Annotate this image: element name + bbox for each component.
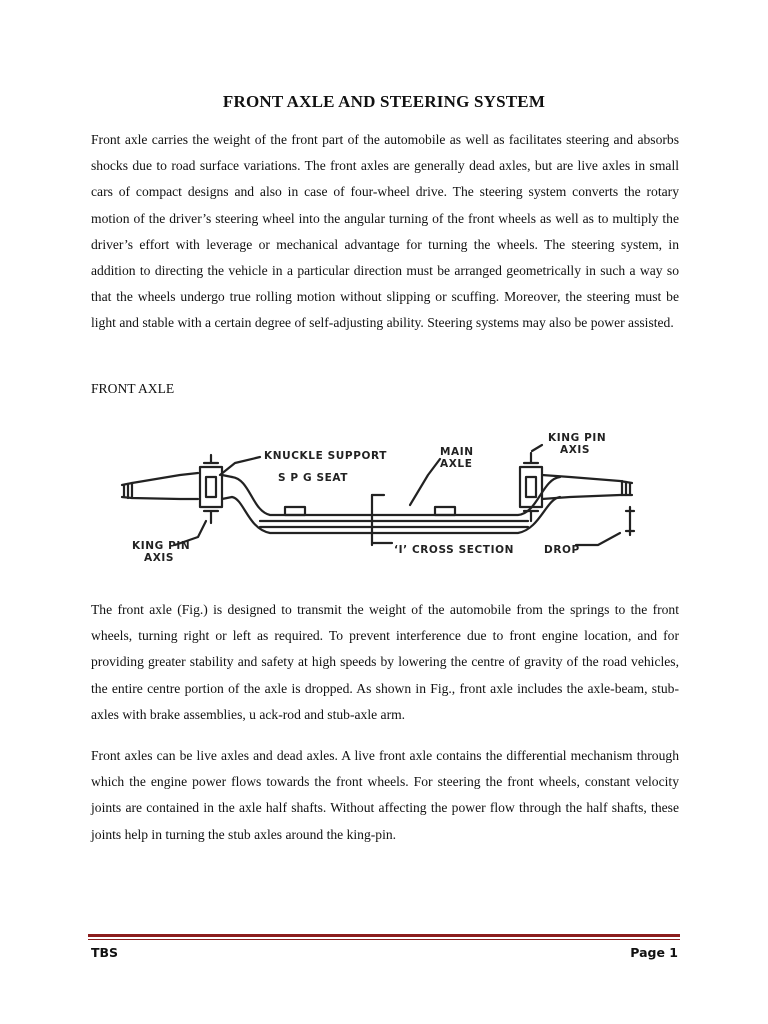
label-king-pin-right-line1: KING PIN: [548, 432, 607, 444]
label-king-pin-left-line1: KING PIN: [132, 540, 191, 552]
left-knuckle: [200, 467, 222, 507]
label-king-pin-left-line2: AXIS: [144, 552, 175, 564]
footer-rule-thin: [88, 939, 680, 940]
label-main-axle-line1: MAIN: [440, 446, 474, 458]
page-number: Page 1: [630, 945, 678, 960]
front-axle-diagram: [110, 425, 660, 575]
footer-left-text: TBS: [91, 945, 119, 960]
front-axle-paragraph-1: The front axle (Fig.) is designed to transmit the weight of the automobile from the springs to the front wheels, turning right or left as required. To prevent interference due to front engine location, and for providing greater stability and safety at high speeds by lowering the centre of gravity of the road vehicles, the entire centre portion of the axle is dropped. As shown in Fig., front axle includes the axle-beam, stub-axles with brake assemblies, u ack-rod and stub-axle arm.: [91, 602, 679, 722]
label-drop: DROP: [544, 544, 580, 556]
section-heading-front-axle: FRONT AXLE: [91, 381, 175, 396]
left-spring-seat: [285, 507, 305, 515]
right-spring-seat: [435, 507, 455, 515]
page-title: FRONT AXLE AND STEERING SYSTEM: [222, 92, 546, 111]
label-knuckle-support: KNUCKLE SUPPORT: [264, 450, 387, 462]
main-axle-beam: [232, 477, 560, 533]
label-cross-section: ‘I’ CROSS SECTION: [394, 544, 514, 556]
label-spg-seat: S P G SEAT: [278, 472, 349, 484]
footer-rule-thick: [88, 934, 680, 937]
label-main-axle-line2: AXLE: [440, 458, 473, 470]
right-knuckle: [520, 467, 542, 507]
left-stub-axle: [122, 473, 198, 499]
label-king-pin-right-line2: AXIS: [560, 444, 591, 456]
front-axle-paragraph-2: Front axles can be live axles and dead axles. A live front axle contains the differential mechanism through which the engine power flows towards the front wheels. For steering the front wheels, constant velocity joints are contained in the axle half shafts. Without affecting the power flow through the half shafts, these joints help in turning the stub axles around the king-pin.: [91, 748, 679, 842]
drop-indicator: [626, 507, 634, 535]
intro-paragraph: Front axle carries the weight of the front part of the automobile as well as facilitates steering and absorbs shocks due to road surface variations. The front axles are generally dead axles, but are live axles in small cars of compact designs and also in case of four-wheel drive. The steering system converts the rotary motion of the driver’s steering wheel into the angular turning of the front wheels as well as to multiply the driver’s effort with leverage or mechanical advantage for turning the wheels. The steering system, in addition to directing the vehicle in a particular direction must be arranged geometrically in such a way so that the wheels undergo true rolling motion without slipping or scuffing. Moreover, the steering must be light and stable with a certain degree of self-adjusting ability. Steering systems may also be power assisted.: [91, 132, 679, 331]
